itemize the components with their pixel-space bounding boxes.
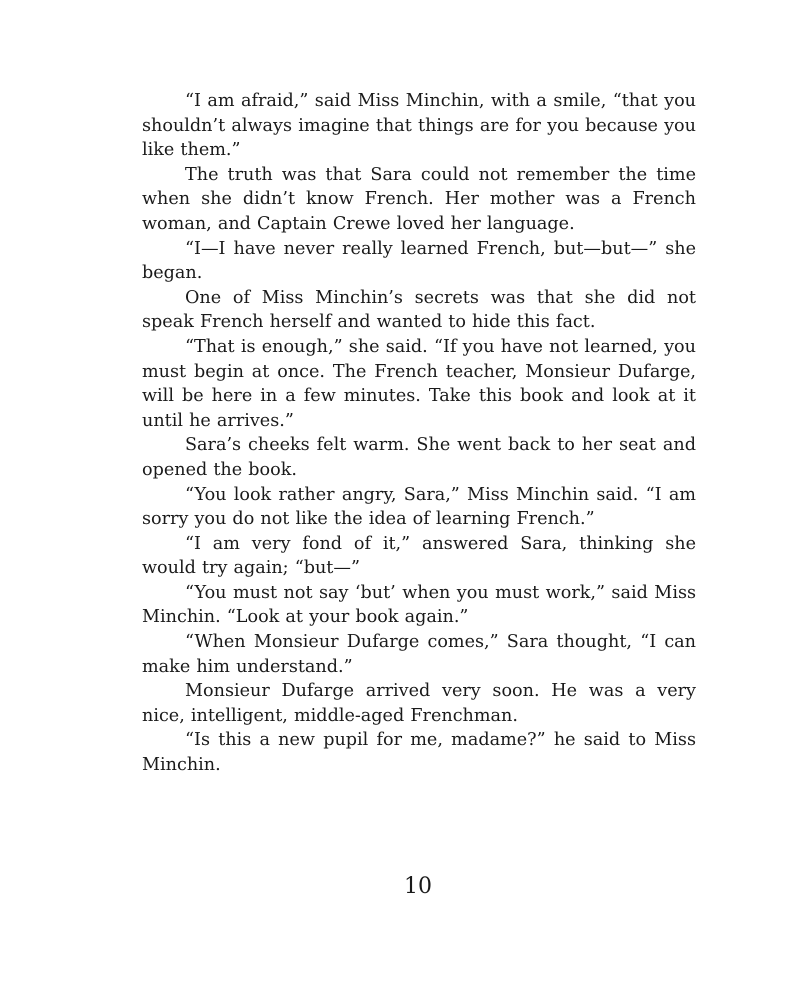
paragraph: “You must not say ‘but’ when you must work,” said Miss Minchin. “Look at your book again.”: [142, 582, 696, 628]
paragraph: One of Miss Minchin’s secrets was that she did not speak French herself and wanted to hide this fact.: [142, 287, 696, 333]
paragraph: The truth was that Sara could not remember the time when she didn’t know French. Her mother was a French woman, and Captain Crewe loved her language.: [142, 164, 696, 234]
paragraph: “Is this a new pupil for me, madame?” he said to Miss Minchin.: [142, 730, 696, 776]
paragraph: “I am very fond of it,” answered Sara, thinking she would try again; “but—”: [142, 533, 696, 579]
paragraph: “I am afraid,” said Miss Minchin, with a smile, “that you shouldn’t always imagine that things are for you because you like them.”: [142, 91, 696, 161]
paragraph: Sara’s cheeks felt warm. She went back to her seat and opened the book.: [142, 435, 696, 480]
paragraph: “I—I have never really learned French, but—but—” she began.: [142, 238, 696, 284]
paragraph: “When Monsieur Dufarge comes,” Sara thought, “I can make him understand.”: [142, 632, 696, 677]
paragraph: “You look rather angry, Sara,” Miss Minchin said. “I am sorry you do not like the idea of learning French.”: [142, 484, 696, 530]
paragraph: Monsieur Dufarge arrived very soon. He was a very nice, intelligent, middle-aged Frenchman.: [142, 681, 696, 726]
page-body: [142, 89, 696, 778]
paragraph: “That is enough,” she said. “If you have not learned, you must begin at once. The French teacher, Monsieur Dufarge, will be here in a few minutes. Take this book and look at it until he arrives.”: [142, 336, 696, 431]
page-number: 10: [404, 874, 432, 899]
